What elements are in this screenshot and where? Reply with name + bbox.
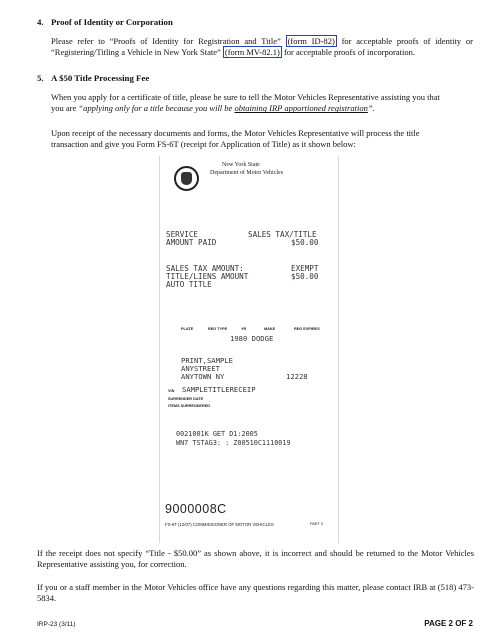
section-4-heading bbox=[37, 17, 173, 27]
section-4-text-b: for acceptable proofs of identity or bbox=[341, 36, 473, 46]
receipt-items-surrendered: ITEMS SURRENDERED bbox=[168, 404, 210, 408]
section-4-text-a: Please refer to “Proofs of Identity for Registration and Title” bbox=[51, 36, 281, 46]
section-5-title: A $50 Title Processing Fee bbox=[51, 73, 150, 83]
receipt-number: 9000008C bbox=[165, 502, 227, 516]
p1-line2-underline: obtaining IRP apportioned registration bbox=[234, 103, 368, 114]
receipt-code-line1: 0021001K GET D1:2005 bbox=[176, 430, 258, 438]
receipt-code-line2: WN7 TSTAG3: : Z00510C1110019 bbox=[176, 439, 291, 447]
receipt-col-reg-type: REG TYPE bbox=[208, 327, 228, 331]
receipt-zip: 12228 bbox=[286, 372, 308, 381]
receipt-note-paragraph: If the receipt does not specify “Title - $50.00” as shown above, it is incorrect and should be returned to the Motor Vehicles Representative assisting you, for correction. bbox=[37, 548, 474, 570]
section-5-p2-line1: Upon receipt of the necessary documents and forms, the Motor Vehicles Representative will process the title bbox=[51, 128, 420, 138]
section-4-number: 4. bbox=[37, 17, 44, 27]
receipt-header-dept: Department of Motor Vehicles bbox=[210, 170, 284, 176]
section-5-paragraph-2 bbox=[51, 128, 473, 151]
receipt-city: ANYTOWN NY bbox=[181, 372, 225, 381]
receipt-part: PART 3 bbox=[310, 522, 323, 526]
receipt-sales-tax-amount-label: SALES TAX AMOUNT: bbox=[166, 264, 244, 273]
receipt-street: ANYSTREET bbox=[181, 364, 220, 373]
contact-paragraph: If you or a staff member in the Motor Vehicles office have any questions regarding this matter, please contact IRB at (518) 473-5834. bbox=[37, 582, 474, 604]
receipt-sales-tax-title: SALES TAX/TITLE bbox=[248, 230, 317, 239]
receipt-exempt: EXEMPT bbox=[291, 264, 319, 273]
receipt-vin: SAMPLETITLERECEIP bbox=[182, 385, 256, 394]
receipt-title-liens-label: TITLE/LIENS AMOUNT bbox=[166, 272, 249, 281]
section-5-p2-line2: transaction and give you Form FS-6T (receipt for Application of Title) as it shown below: bbox=[51, 139, 356, 150]
p1-line2-start: you are bbox=[51, 103, 77, 114]
p1-line2-italic: “applying only for a title because you will be bbox=[78, 103, 233, 114]
receipt-name: PRINT,SAMPLE bbox=[181, 356, 233, 365]
section-4-text-d: for acceptable proofs of incorporation. bbox=[283, 47, 415, 58]
receipt-col-yr: YR bbox=[241, 327, 247, 331]
receipt-service-label: SERVICE bbox=[166, 230, 199, 239]
receipt-form-caption: FS-6T (12/07) COMMISSIONER OF MOTOR VEHICLES bbox=[165, 522, 274, 527]
section-5-p1-line1: When you apply for a certificate of title, please be sure to tell the Motor Vehicles Representative assisting you that bbox=[51, 92, 440, 102]
receipt-col-make: MAKE bbox=[264, 327, 276, 331]
section-4-text-c: “Registering/Titling a Vehicle in New York State” bbox=[51, 47, 221, 58]
form-mv-82-1-link[interactable]: (form MV-82.1) bbox=[224, 47, 280, 58]
page-number: PAGE 2 OF 2 bbox=[424, 619, 473, 628]
section-5-p1-line2 bbox=[51, 103, 473, 114]
receipt-vin-label: VIN bbox=[168, 389, 175, 393]
receipt-surrender-date: SURRENDER DATE bbox=[168, 397, 204, 401]
nys-seal-icon bbox=[174, 166, 199, 191]
receipt-col-plate: PLATE bbox=[181, 327, 194, 331]
section-5-paragraph-1 bbox=[51, 92, 473, 115]
receipt-header-state: New York State bbox=[222, 162, 260, 168]
receipt-col-reg-expires: REG EXPIRES bbox=[294, 327, 320, 331]
receipt-title-liens-value: $50.00 bbox=[291, 272, 319, 281]
receipt-vehicle: 1980 DODGE bbox=[230, 334, 274, 343]
fs-6t-receipt-image bbox=[159, 156, 339, 543]
section-5-heading bbox=[37, 73, 149, 83]
section-4-paragraph bbox=[51, 36, 473, 59]
receipt-amount-paid-value: $50.00 bbox=[291, 238, 319, 247]
form-id-82-link[interactable]: (form ID-82) bbox=[287, 36, 335, 46]
section-5-number: 5. bbox=[37, 73, 44, 83]
form-id: IRP-23 (3/11) bbox=[37, 621, 76, 628]
receipt-auto-title: AUTO TITLE bbox=[166, 280, 212, 289]
section-4-title: Proof of Identity or Corporation bbox=[51, 17, 173, 27]
p1-line2-end: ”. bbox=[367, 103, 375, 114]
receipt-amount-paid-label: AMOUNT PAID bbox=[166, 238, 217, 247]
